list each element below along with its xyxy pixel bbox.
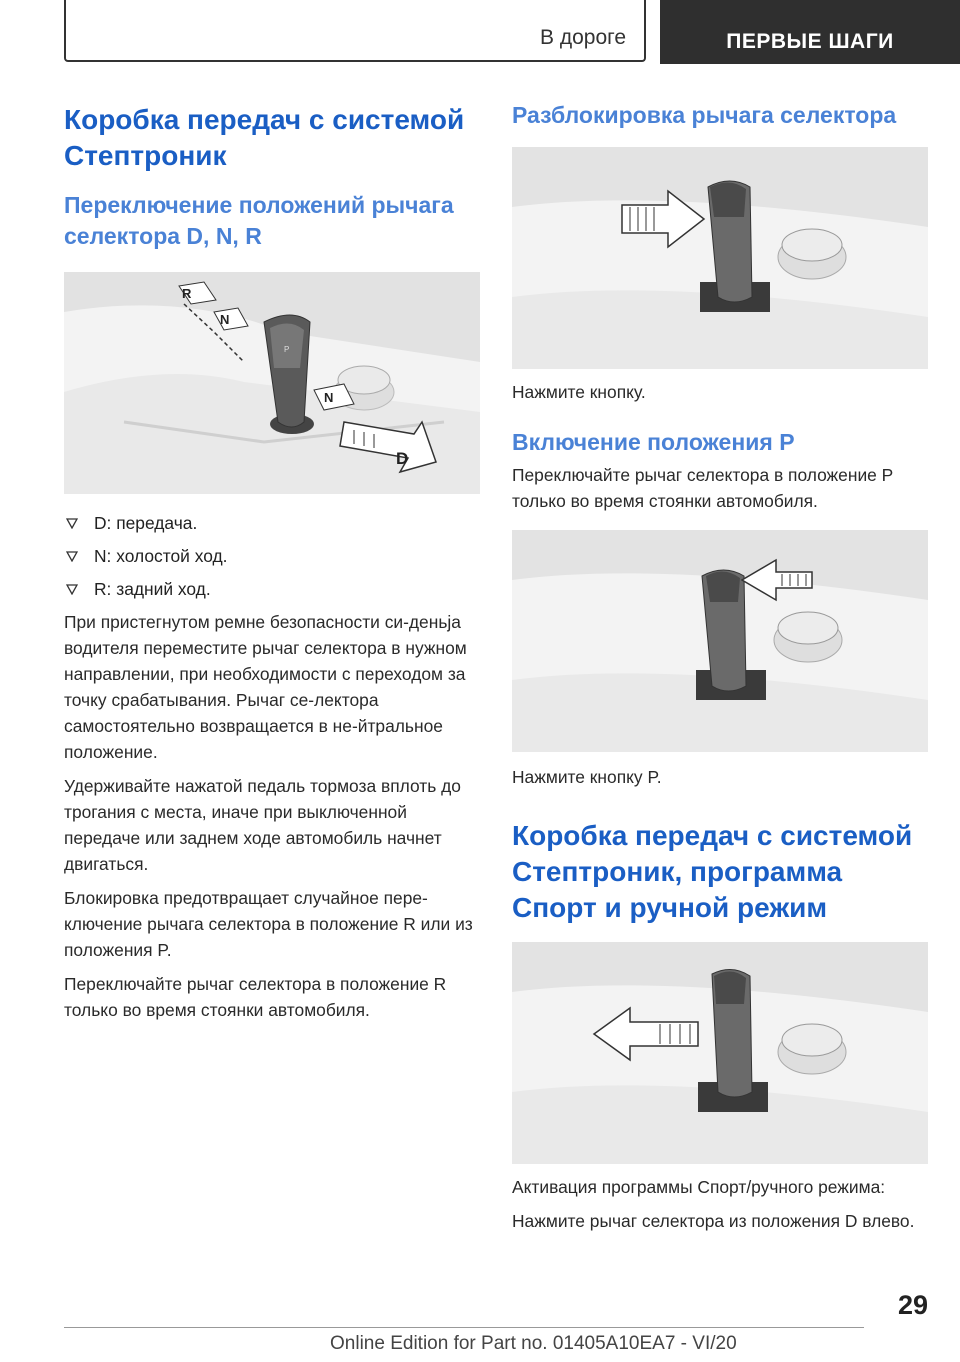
section-title-sport: Коробка передач с системой Стептроник, программа Спорт и ручной режим <box>512 820 913 923</box>
figure-label-n-bottom: N <box>324 390 334 405</box>
figure-label-d: D <box>396 449 409 468</box>
triangle-bullet-icon <box>66 517 78 529</box>
list-item <box>64 543 484 569</box>
section-tab <box>64 0 646 62</box>
caption-park: Нажмите кнопку P. <box>512 767 662 787</box>
figure-shift-positions <box>64 272 480 494</box>
list-item <box>64 510 484 536</box>
figure-park <box>512 530 928 752</box>
section-title-unlock: Разблокировка рычага селектора <box>512 102 897 128</box>
svg-text:P: P <box>284 345 290 354</box>
paragraph-sport: Нажмите рычаг селектора из положения D влево. <box>512 1211 915 1231</box>
subsection-title-shift-positions: Переключение положений рычага селектора D, N, R <box>64 192 454 249</box>
chapter-tab <box>660 0 960 64</box>
gear-positions-list <box>64 510 484 602</box>
list-item-text: R: задний ход. <box>94 579 211 599</box>
paragraph-park: Переключайте рычаг селектора в положение P только во время стоянки автомобиля. <box>512 465 893 511</box>
paragraph-seatbelt: При пристегнутом ремне безопасности си-деньја водителя переместите рычаг селектора в нужном направлении, при необходимости с переходом за точку срабатывания. Рычаг се-лектора самостоятельно возвращается в не-йтральное положение. <box>64 612 467 762</box>
triangle-bullet-icon <box>66 583 78 595</box>
section-tab-label: В дороге <box>539 26 626 49</box>
list-item <box>64 576 484 602</box>
caption-sport: Активация программы Спорт/ручного режима: <box>512 1177 886 1197</box>
figure-sport <box>512 942 928 1164</box>
edition-footer: Online Edition for Part no. 01405A10EA7 - VI/20 <box>330 1333 737 1354</box>
left-column <box>64 100 484 1023</box>
list-item-text: D: передача. <box>94 513 198 533</box>
section-title-steptronic: Коробка передач с системой Стептроник <box>64 104 465 171</box>
caption-unlock: Нажмите кнопку. <box>512 382 646 402</box>
paragraph-brake: Удерживайте нажатой педаль тормоза вплоть до трогания с места, иначе при выключенной передаче или заднем ходе автомобиль начнет двигаться. <box>64 776 461 874</box>
figure-label-r: R <box>182 286 192 301</box>
right-column <box>512 100 932 1234</box>
chapter-tab-label: ПЕРВЫЕ ШАГИ <box>726 30 894 53</box>
section-title-park: Включение положения P <box>512 429 795 455</box>
page-header <box>64 0 960 64</box>
paragraph-lock: Блокировка предотвращает случайное пере-ключение рычага селектора в положение R или из положения P. <box>64 888 473 960</box>
page-number: 29 <box>897 1290 928 1320</box>
list-item-text: N: холостой ход. <box>94 546 228 566</box>
figure-label-n-top: N <box>220 312 230 327</box>
footer-divider <box>64 1327 864 1328</box>
figure-unlock <box>512 147 928 369</box>
triangle-bullet-icon <box>66 550 78 562</box>
paragraph-reverse: Переключайте рычаг селектора в положение R только во время стоянки автомобиля. <box>64 974 447 1020</box>
